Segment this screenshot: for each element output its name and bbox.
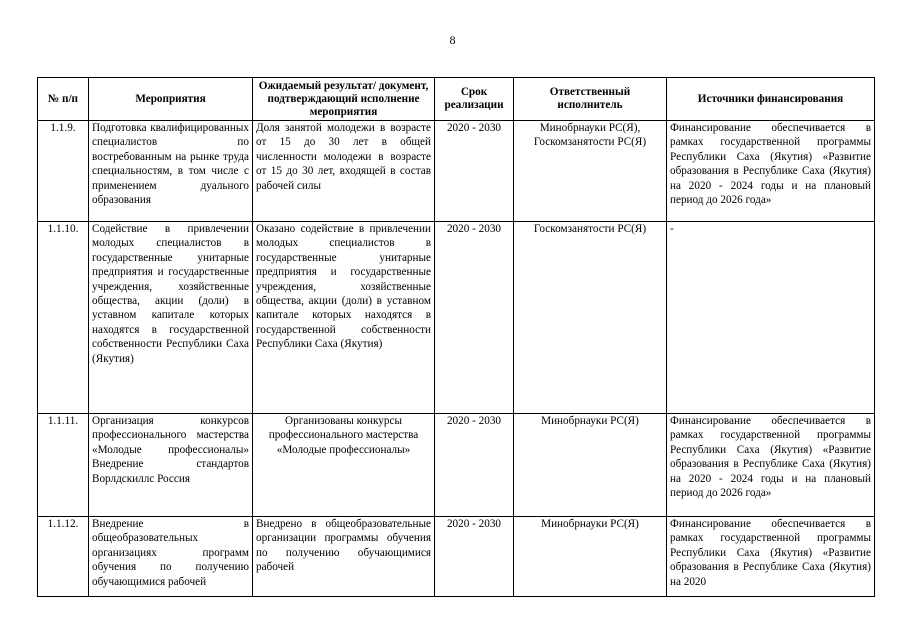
header-term: Срок реализации	[435, 78, 514, 121]
row-term: 2020 - 2030	[435, 414, 514, 517]
row-executor: Минобрнауки РС(Я)	[514, 414, 667, 517]
row-term: 2020 - 2030	[435, 517, 514, 597]
row-executor: Минобрнауки РС(Я)	[514, 517, 667, 597]
row-executor: Госкомзанятости РС(Я)	[514, 222, 667, 414]
table-row	[38, 517, 875, 597]
table-row	[38, 121, 875, 222]
row-event: Организация конкурсов профессионального мастерства «Молодые профессионалы» Внедрение стандартов Ворлдскиллс Россия	[89, 414, 253, 517]
row-num: 1.1.12.	[38, 517, 89, 597]
row-num: 1.1.9.	[38, 121, 89, 222]
row-result: Организованы конкурсы профессионального мастерства «Молодые профессионалы»	[253, 414, 435, 517]
row-term: 2020 - 2030	[435, 121, 514, 222]
header-num: № п/п	[38, 78, 89, 121]
row-result: Оказано содействие в привлечении молодых специалистов в государственные унитарные предприятия и государственные учреждения, хозяйственные общества, акции (доли) в уставном капитале которых находятся в государственной собственности Республики Саха (Якутия)	[253, 222, 435, 414]
row-executor: Минобрнауки РС(Я), Госкомзанятости РС(Я)	[514, 121, 667, 222]
row-funding: Финансирование обеспечивается в рамках государственной программы Республики Саха (Якутия) «Развитие образования в Республике Саха (Якутия) на 2020 - 2024 годы и на плановый период до 2026 года»	[667, 414, 875, 517]
row-event: Содействие в привлечении молодых специалистов в государственные унитарные предприятия и государственные учреждения, хозяйственные общества, акции (доли) в уставном капитале которых находятся в государственной собственности Республики Саха (Якутия)	[89, 222, 253, 414]
header-events: Мероприятия	[89, 78, 253, 121]
row-event: Внедрение в общеобразовательных организациях программ обучения по получению обучающимися рабочей	[89, 517, 253, 597]
header-funding: Источники финансирования	[667, 78, 875, 121]
header-result: Ожидаемый результат/ документ, подтверждающий исполнение мероприятия	[253, 78, 435, 121]
row-funding: -	[667, 222, 875, 414]
row-result: Доля занятой молодежи в возрасте от 15 до 30 лет в общей численности молодежи в возрасте от 15 до 30 лет, входящей в состав рабочей силы	[253, 121, 435, 222]
page-bottom-margin	[0, 598, 905, 640]
row-result: Внедрено в общеобразовательные организации программы обучения по получению обучающимися рабочей	[253, 517, 435, 597]
table-header-row	[38, 78, 875, 121]
header-executor: Ответственный исполнитель	[514, 78, 667, 121]
activities-table	[37, 77, 875, 597]
row-num: 1.1.11.	[38, 414, 89, 517]
row-num: 1.1.10.	[38, 222, 89, 414]
row-event: Подготовка квалифицированных специалистов по востребованным на рынке труда специальностям, в том числе с применением дуального образования	[89, 121, 253, 222]
table-row	[38, 222, 875, 414]
row-funding: Финансирование обеспечивается в рамках государственной программы Республики Саха (Якутия) «Развитие образования в Республике Саха (Якутия) на 2020	[667, 517, 875, 597]
row-term: 2020 - 2030	[435, 222, 514, 414]
table-row	[38, 414, 875, 517]
row-funding: Финансирование обеспечивается в рамках государственной программы Республики Саха (Якутия) «Развитие образования в Республике Саха (Якутия) на 2020 - 2024 годы и на плановый период до 2026 года»	[667, 121, 875, 222]
page-number: 8	[449, 33, 456, 47]
